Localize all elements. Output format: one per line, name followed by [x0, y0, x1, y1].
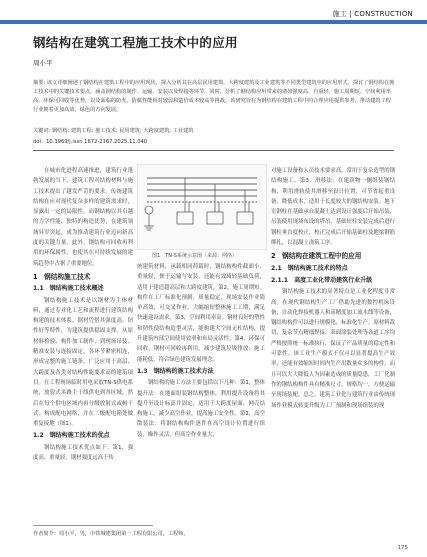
subsection-heading-1-1: 1.1 钢结构施工技术概述: [33, 285, 104, 293]
industrialization-paragraph: 钢结构施工技术的显著特点是工业化程度非常高。在现代钢结构生产工厂借助先进的数控机床设备，自动化焊接机器人和高精度加工流水线等设备，钢结构构件可以进行规模化、标准化生产。原材料裁切、复杂节点精细焊接、表面涂装处理等各道工序均严格按照统一标准执行，保证了产品质量的稳定性和可靠性。该工业生产模式不仅可以显著提高生产效率，还能有效缩短时间内生产出数量众多的构件，而且可以大大降低人为因素造成的质量隐患。工厂化制作的钢结构构件具有精准尺寸，规格均一，方便运输至现场装配。总之，建筑工业化与建筑行业由传统现场作业模式转变升级为工厂预制和现场组装的现: [271, 289, 395, 409]
footnote-rule: [33, 525, 153, 526]
advantages-paragraph: 钢结构施工技术优点如下：第1，强度高、重量轻。钢材强度远高于传: [33, 444, 133, 462]
doi: doi：10.3969/j.issn.1672-2167.2025.11.040: [33, 139, 148, 145]
tn-s-system-diagram: [137, 164, 267, 250]
journal-section-header: 施工 | CONSTRUCTION: [332, 10, 413, 18]
abstract: 摘要: 该文详细阐述了钢结构在建筑工程中的应用现状，探入分析其在高层民用建筑、大跨度建筑及工业建筑等不同类型建筑中的应用形式。探讨了钢结构在施工技术中的关键技术要点，涵盖钢结构的制作、运输、安装以及焊接等环节。同时，分析了钢结构应用带来的诸如强度高、自重轻、施工周期短、空间利用率高、环保可回收等优势，以及面临的防火、防腐性能相对较弱和造价成本较高等挑战。该研究旨在为钢结构在建筑工程中的合理应用提供参考，推动建筑工程行业朝着更加高效、绿色的方向发展。: [33, 80, 395, 113]
overview-paragraph: 钢结构施工技术是以钢材为主体材料，通过专业化工艺和流程进行建筑结构构建的技术体系。钢材凭借其强度高、韧性好等特性，为建筑提供稳固支撑。从原材料检验、构件加工制作，到现场吊装、精准安装与连接固定，各环节紧密相连，形成完整的施工链条。广泛应用于高层、大跨度及各类对结构性能要求高的建筑项目。在工程现场临时用电采取TN-S供电系统，放射式多路主干线供电到各区域，然后在每个供电区域内再分级放射式或树干式。构成配电网络，并在二级配电箱处做重复接地（图1）。: [33, 297, 133, 428]
subsection-heading-1-2: 1.2 钢结构施工技术的优点: [33, 432, 110, 440]
methods-paragraph: 钢结构的施工方法主要包括以下几种：第1，整体提升法：在地面组装钢结构整体，利用提升设备将其提升至设计标高并固定，适用于大跨度屋面、网壳结构施工，减少高空作业，提高施工安全性。第2，高空散装法：将钢结构构件逐件在高空设计位置进行组装，操作灵活，但高空作业量大，: [137, 380, 265, 438]
section-heading-2: 2 钢结构在建筑工程中的应用: [271, 252, 362, 261]
figure-caption: 图1 TN-S系统示意图（来源：网络）: [152, 253, 237, 259]
keywords: 关键词: 钢结构; 建筑工程; 施工技术; 民用建筑; 大跨度建筑; 工业建筑: [33, 128, 194, 134]
section-heading-1: 1 钢结构施工技术: [33, 272, 91, 281]
abstract-separator: [33, 150, 394, 151]
advantages-continued: 统建筑材料，承载相同荷载时，钢结构构件截面小、重量轻，便于运输与安装，还能有效减轻基础负荷，适用于建造超高层和大跨度建筑。第2，施工周期短。构件在工厂标准化预制，质量稳定，现场安装作业简单高效，可交叉作业，大幅缩短整体施工工期，满足快速建设需求。第3，空间利用率高。钢材良好的塑性和韧性使结构造型灵活，能构建大空间无柱结构，提升建筑内部空间使用效率和布局灵活性。第4，环保可回收。钢材可回收再利用，减少建筑垃圾排放；施工能耗低，符合绿色建筑发展理念。: [137, 264, 265, 363]
author-footnote: 作者简介：周小平，男，中铁城建集团第一工程有限公司，工程师。: [33, 531, 189, 537]
subsection-heading-2-1: 2.1 钢结构施工技术的特点: [271, 264, 348, 272]
subsection-heading-2-1-1: 2.1.1 高度工业化带动建筑行业升级: [271, 276, 373, 284]
column-2: [137, 262, 265, 440]
methods-continued: 对施工设备和人员技术要求高，常用于复杂造型的钢结构施工。第3，滑移法：在建筑物一侧组装钢结构，利用滑轨使其滑移至设计位置，可节省起重设备，降低成本，适用于长度较大的钢结构安装。地下室钢柱在基础承台混凝土达到设计强度后开始吊装，吊装使用现场布设的塔吊，基础短柱安装完成后进行钢柱垂直度校正，校正完成后开始基础柱及地梁钢筋绑扎，以混凝土浇筑工序。: [271, 168, 395, 247]
subsection-heading-1-3: 1.3 钢结构的施工技术方法: [137, 367, 214, 375]
column-1: [33, 166, 133, 463]
page-number: 175: [397, 545, 408, 551]
author: 周小平: [33, 59, 53, 67]
header-rule: [0, 20, 427, 24]
article-title: 钢结构在建筑工程施工技术中的应用: [33, 35, 238, 50]
column-3: [271, 166, 395, 411]
intro-paragraph: 在城市化进程高速推进，建筑行业蓬勃发展的当下，建筑工程对结构材料与施工技术提出了越发严苛的要求。传统建筑结构在应对现代复杂多样的建筑需求时，显露出一定的局限性。而钢结构以其卓越的力学性能、独特的构造优势，在建筑领域异军突起，成为推动建筑行业迈向新高度的关键力量。此外，钢结构可回收再利用的环保属性，也使其在可持续发展的建筑趋势中占据了重要地位。: [33, 168, 133, 267]
